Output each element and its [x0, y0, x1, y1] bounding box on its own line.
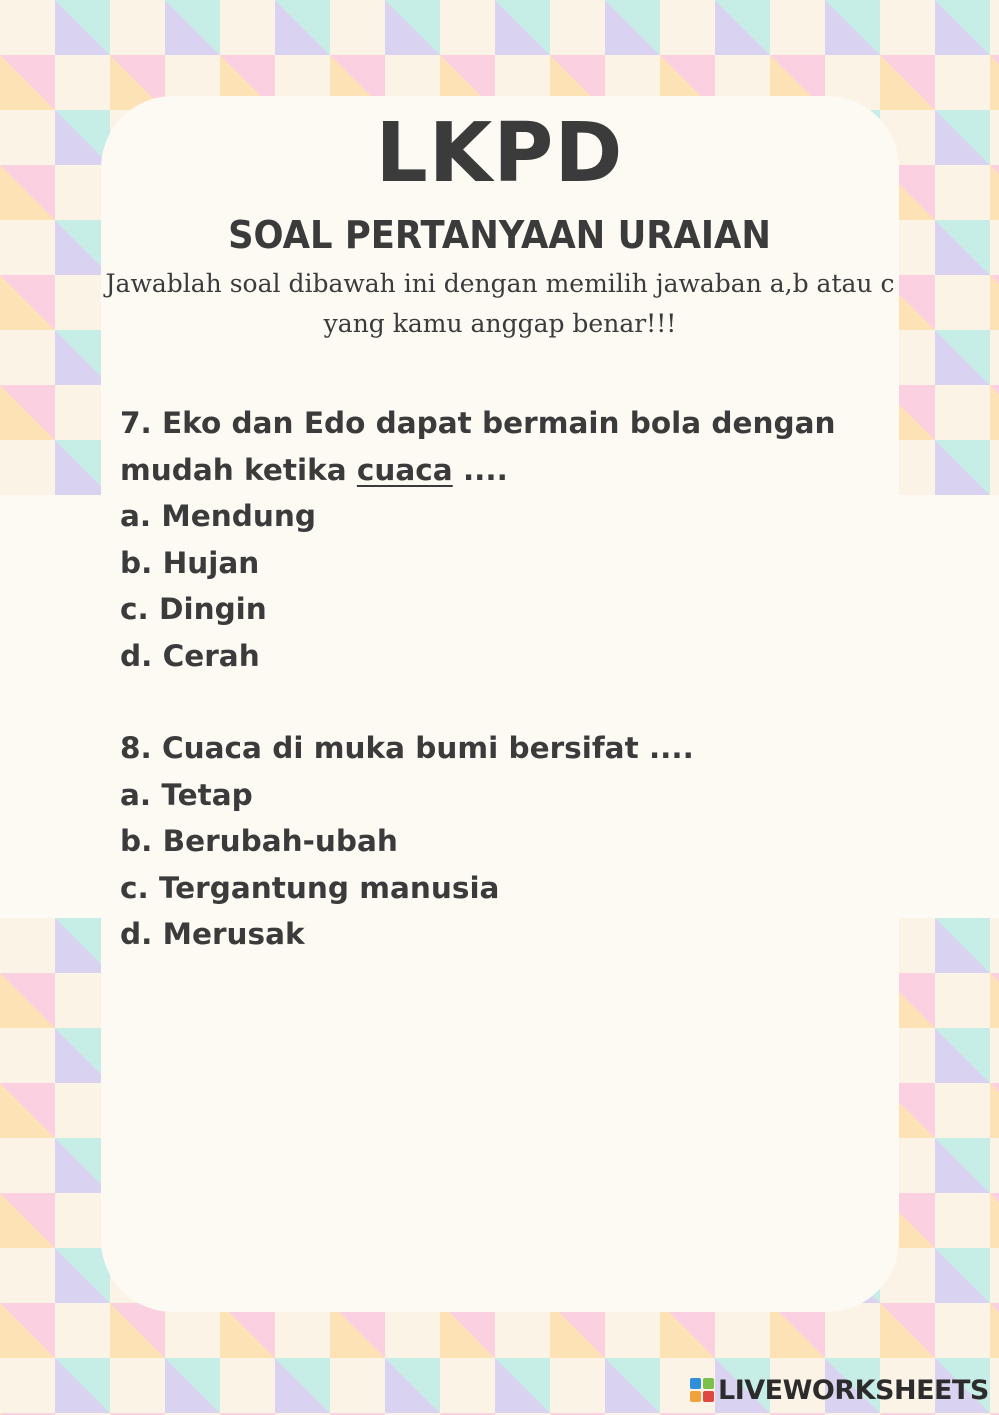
question-8-text: 8. Cuaca di muka bumi bersifat ....: [120, 731, 694, 765]
question-7-option-a[interactable]: a. Mendung: [120, 499, 316, 533]
question-7-text-line-1: 7. Eko dan Edo dapat bermain bola dengan: [120, 406, 836, 440]
question-7-option-c[interactable]: c. Dingin: [120, 592, 267, 626]
question-7-text-after: ....: [452, 452, 508, 487]
page-title: LKPD: [375, 106, 624, 201]
question-7: [120, 400, 900, 679]
question-8: [120, 725, 900, 958]
question-7-text-before: mudah ketika: [120, 452, 357, 487]
liveworksheets-logo-icon: [690, 1378, 714, 1402]
question-7-option-b[interactable]: b. Hujan: [120, 545, 260, 580]
question-list: [120, 400, 900, 958]
page-subtitle: SOAL PERTANYAAN URAIAN: [228, 213, 771, 257]
question-7-option-d[interactable]: d. Cerah: [120, 638, 260, 673]
question-8-option-b[interactable]: b. Berubah-ubah: [120, 824, 398, 858]
question-7-text-line-2: [120, 447, 900, 494]
question-8-option-a[interactable]: a. Tetap: [120, 777, 253, 812]
liveworksheets-watermark: [690, 1372, 989, 1408]
question-7-underlined-word: cuaca: [356, 452, 453, 487]
question-8-option-c[interactable]: c. Tergantung manusia: [120, 870, 500, 905]
question-8-option-d[interactable]: d. Merusak: [120, 917, 305, 951]
watermark-text: LIVEWORKSHEETS: [718, 1374, 989, 1406]
instruction-text: Jawablah soal dibawah ini dengan memilih jawaban a,b atau c yang kamu anggap benar!!!: [105, 269, 895, 338]
